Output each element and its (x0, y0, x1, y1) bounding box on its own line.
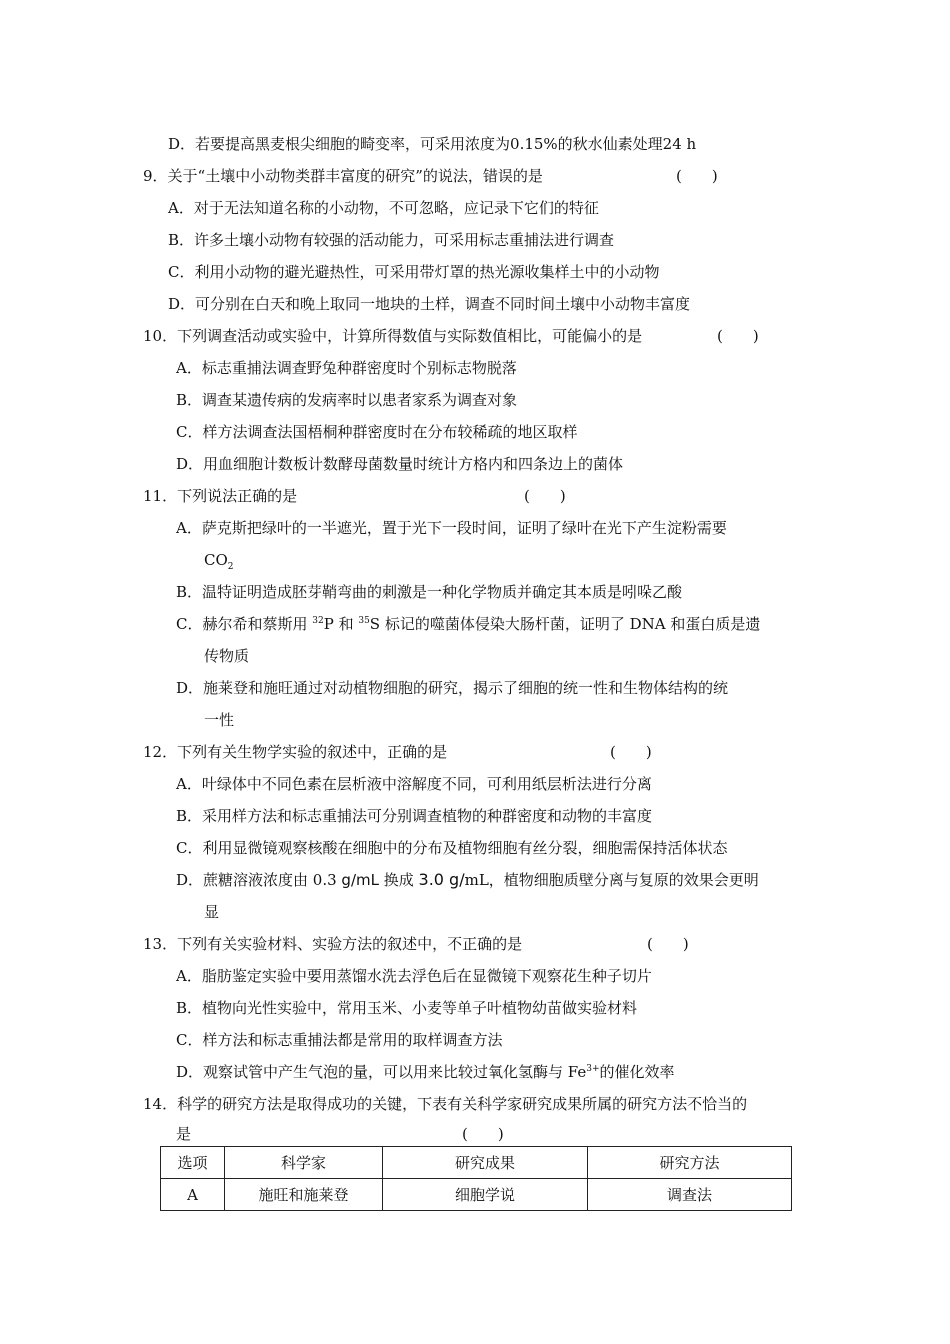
q13-answer-paren: ( ) (647, 935, 689, 953)
q9-option-a: A．对于无法知道名称的小动物，不可忽略，应记录下它们的特征 (168, 199, 599, 217)
q11-option-a-line1: A．萨克斯把绿叶的一半遮光，置于光下一段时间，证明了绿叶在光下产生淀粉需要 (176, 519, 727, 537)
table-header-cell: 选项 (161, 1147, 225, 1179)
q9-option-c: C．利用小动物的避光避热性，可采用带灯罩的热光源收集样土中的小动物 (168, 263, 660, 281)
q10-stem: 10．下列调查活动或实验中，计算所得数值与实际数值相比，可能偏小的是 (143, 327, 643, 345)
q13-stem: 13．下列有关实验材料、实验方法的叙述中，不正确的是 (143, 935, 523, 953)
q9-option-b: B．许多土壤小动物有较强的活动能力，可采用标志重捕法进行调查 (168, 231, 615, 249)
q13-option-b: B．植物向光性实验中，常用玉米、小麦等单子叶植物幼苗做实验材料 (176, 999, 638, 1017)
q12-stem: 12．下列有关生物学实验的叙述中，正确的是 (143, 743, 448, 761)
q11-option-d-line2: 一性 (204, 711, 235, 729)
table-cell: A (161, 1179, 225, 1211)
q11-option-d-line1: D．施莱登和施旺通过对动植物细胞的研究，揭示了细胞的统一性和生物体结构的统 (176, 679, 729, 697)
table-header-cell: 科学家 (225, 1147, 383, 1179)
table-row (161, 1179, 792, 1211)
q13-option-a: A．脂肪鉴定实验中要用蒸馏水洗去浮色后在显微镜下观察花生种子切片 (176, 967, 652, 985)
q12-option-b: B．采用样方法和标志重捕法可分别调查植物的种群密度和动物的丰富度 (176, 807, 653, 825)
q10-answer-paren: ( ) (717, 327, 759, 345)
q10-option-a: A．标志重捕法调查野兔种群密度时个别标志物脱落 (176, 359, 517, 377)
q10-option-b: B．调查某遗传病的发病率时以患者家系为调查对象 (176, 391, 518, 409)
q12-answer-paren: ( ) (610, 743, 652, 761)
q12-option-d-line1: D．蔗糖溶液浓度由 0.3 g/mL 换成 3.0 g/mL，植物细胞质壁分离与复原的效果会更明 (176, 870, 759, 889)
q14-table (160, 1146, 792, 1211)
q11-option-b: B．温特证明造成胚芽鞘弯曲的刺激是一种化学物质并确定其本质是吲哚乙酸 (176, 583, 683, 601)
table-header-row (161, 1147, 792, 1179)
q9-answer-paren: ( ) (676, 167, 718, 185)
q11-answer-paren: ( ) (524, 487, 566, 505)
q14-stem-line2: 是 (176, 1125, 192, 1143)
q14-answer-paren: ( ) (462, 1125, 504, 1143)
table-cell: 细胞学说 (383, 1179, 588, 1211)
q12-option-a: A．叶绿体中不同色素在层析液中溶解度不同，可利用纸层析法进行分离 (176, 775, 652, 793)
q10-option-c: C．样方法调查法国梧桐种群密度时在分布较稀疏的地区取样 (176, 423, 578, 441)
q9-stem: 9．关于“土壤中小动物类群丰富度的研究”的说法，错误的是 (143, 167, 543, 185)
table-header-cell: 研究成果 (383, 1147, 588, 1179)
q11-option-c-line1: C．赫尔希和蔡斯用 $^{32}$P 和 $^{35}$S 标记的噬菌体侵染大肠杆菌，证明了 DNA 和蛋白质是遗 (176, 615, 761, 633)
q9-option-d: D．可分别在白天和晚上取同一地块的土样，调查不同时间土壤中小动物丰富度 (168, 295, 691, 313)
table-cell: 施旺和施莱登 (225, 1179, 383, 1211)
q12-option-d-line2: 显 (204, 903, 220, 921)
q14-stem-line1: 14．科学的研究方法是取得成功的关键，下表有关科学家研究成果所属的研究方法不恰当的 (143, 1095, 748, 1113)
q12-option-c: C．利用显微镜观察核酸在细胞中的分布及植物细胞有丝分裂，细胞需保持活体状态 (176, 839, 728, 857)
q11-option-c-line2: 传物质 (204, 647, 250, 665)
q11-stem: 11．下列说法正确的是 (143, 487, 298, 505)
q13-option-d: D．观察试管中产生气泡的量，可以用来比较过氧化氢酶与 $Fe^{3+}$的催化效率 (176, 1063, 675, 1081)
q8-option-d: D．若要提高黑麦根尖细胞的畸变率，可采用浓度为0.15%的秋水仙素处理24 h (168, 135, 697, 153)
table-header-cell: 研究方法 (588, 1147, 792, 1179)
q13-option-c: C．样方法和标志重捕法都是常用的取样调查方法 (176, 1031, 503, 1049)
table-cell: 调查法 (588, 1179, 792, 1211)
q10-option-d: D．用血细胞计数板计数酵母菌数量时统计方格内和四条边上的菌体 (176, 455, 624, 473)
q11-option-a-line2: $CO_2$ (204, 551, 234, 572)
